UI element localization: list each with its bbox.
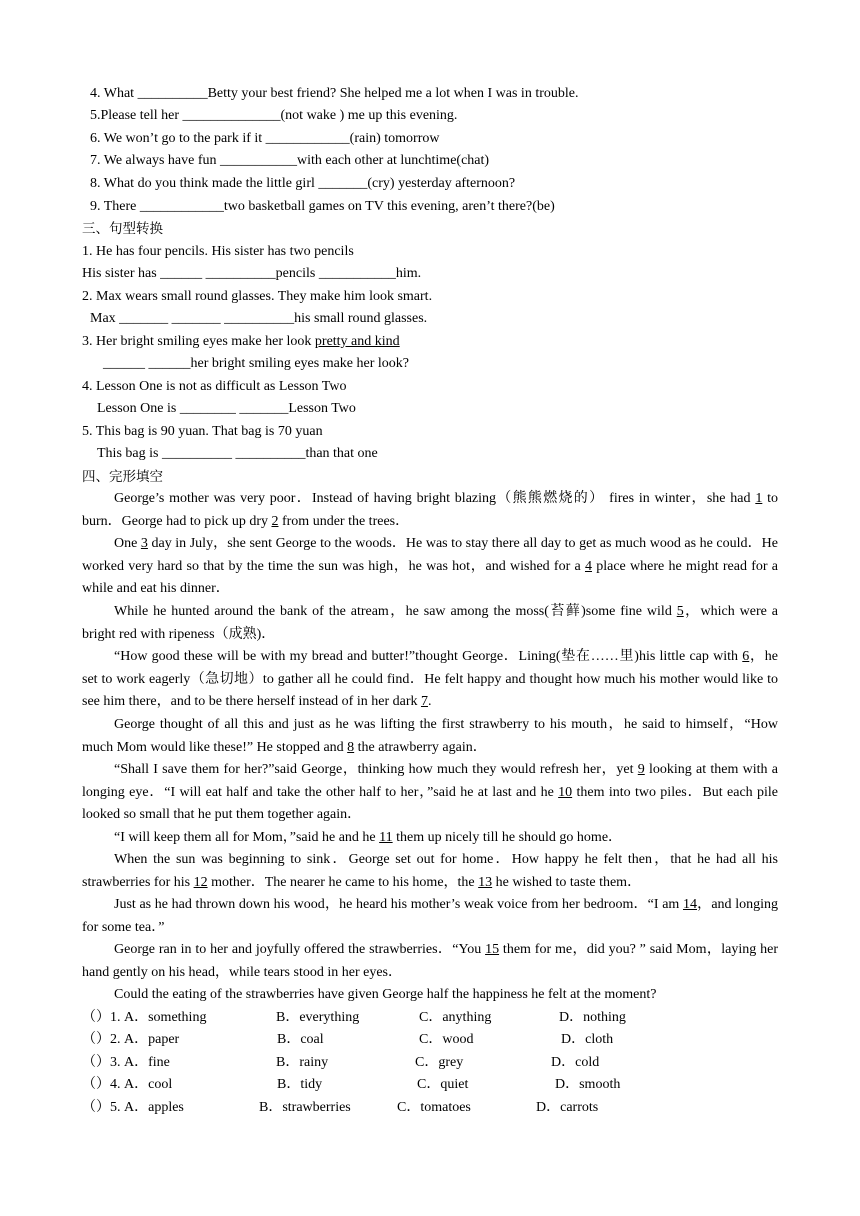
- transform-q5: 5. This bag is 90 yuan. That bag is 70 yuan: [82, 424, 323, 439]
- cloze-blank-5: 5: [676, 604, 684, 619]
- section-3-heading: 三、句型转换: [82, 221, 163, 237]
- cloze-paragraph-5: [82, 714, 778, 759]
- option-b-3[interactable]: B．rainy: [276, 1055, 329, 1070]
- cloze-text: looking at them with a longing eye．“I will eat half and take the other half to her，”said he at last and he: [82, 762, 779, 800]
- option-d-4[interactable]: D．smooth: [555, 1077, 621, 1092]
- cloze-blank-8: 8: [347, 739, 355, 755]
- cloze-text: ，and longing for some tea．”: [82, 897, 778, 935]
- cloze-text: ，he set to work eagerly（急切地）to gather all he could find．He felt happy and thought how much his mother would like to see him there，and to be there herself instead of in her dark: [82, 649, 778, 710]
- transform-q4: 4. Lesson One is not as difficult as Lesson Two: [82, 379, 347, 394]
- cloze-text: “I will keep them all for Mom，”said he and he: [114, 830, 380, 845]
- option-question-4[interactable]: （）4. A．cool: [82, 1077, 173, 1092]
- fill-in-item-8: 8. What do you think made the little girl _______(cry) yesterday afternoon?: [90, 176, 516, 191]
- cloze-text: them into two piles．But each pile looked so small that he put them together again．: [82, 784, 778, 823]
- cloze-paragraph-2: [82, 533, 778, 601]
- transform-q1-answer: His sister has ______ __________pencils ___________him.: [82, 266, 422, 281]
- cloze-text: George thought of all this and just as he was lifting the first strawberry to his mouth，he said to himself，“How much Mom would like these!” He stopped and: [82, 717, 778, 755]
- option-b-1[interactable]: B．everything: [276, 1010, 360, 1025]
- cloze-paragraph-3: [82, 601, 778, 646]
- fill-in-item-5: 5.Please tell her ______________(not wake ) me up this evening.: [90, 108, 458, 123]
- transform-q3-answer: ______ ______her bright smiling eyes make her look?: [103, 356, 409, 371]
- option-c-5[interactable]: C．tomatoes: [397, 1100, 471, 1115]
- cloze-blank-14: 14: [682, 897, 697, 912]
- option-row-5: [82, 1097, 782, 1119]
- option-d-5[interactable]: D．carrots: [536, 1100, 599, 1115]
- cloze-blank-1: 1: [755, 491, 763, 506]
- cloze-text: to burn．George had to pick up dry: [82, 491, 779, 529]
- option-c-2[interactable]: C．wood: [419, 1032, 474, 1047]
- transform-q3-underlined: pretty and kind: [314, 334, 400, 349]
- fill-in-item-6: 6. We won’t go to the park if it ____________(rain) tomorrow: [90, 131, 440, 146]
- cloze-paragraph-9: [82, 894, 778, 939]
- fill-in-item-9: 9. There ____________two basketball games on TV this evening, aren’t there?(be): [90, 199, 555, 214]
- cloze-blank-12: 12: [193, 874, 208, 890]
- cloze-blank-15: 15: [485, 942, 500, 957]
- cloze-blank-2: 2: [271, 513, 279, 529]
- transform-q4-answer: Lesson One is ________ _______Lesson Two: [97, 401, 356, 416]
- option-row-4: [82, 1074, 782, 1096]
- cloze-text: .: [427, 694, 432, 710]
- option-question-5[interactable]: （）5. A．apples: [82, 1100, 184, 1115]
- transform-q2-answer: Max _______ _______ __________his small round glasses.: [90, 311, 428, 326]
- option-question-1[interactable]: （）1. A．something: [82, 1010, 207, 1025]
- option-c-4[interactable]: C．quiet: [417, 1077, 469, 1092]
- cloze-paragraph-1: [82, 488, 778, 533]
- cloze-paragraph-4: [82, 646, 778, 714]
- cloze-text: While he hunted around the bank of the atream，he saw among the moss(苔藓)some fine wild: [114, 604, 677, 619]
- transform-q3-text: 3. Her bright smiling eyes make her look: [82, 334, 315, 349]
- cloze-blank-10: 10: [558, 784, 573, 800]
- cloze-text: the atrawberry again．: [354, 739, 487, 755]
- option-row-2: [82, 1029, 782, 1051]
- option-row-1: [82, 1007, 782, 1029]
- cloze-blank-4: 4: [584, 558, 592, 574]
- transform-q2: 2. Max wears small round glasses. They make him look smart.: [82, 289, 433, 304]
- option-b-5[interactable]: B．strawberries: [259, 1100, 351, 1115]
- cloze-text: day in July，she sent George to the woods．He was to stay there all day to get as much wood as he could．He worked very hard so that by the time the sun was high，he was hot，and wished for a: [82, 536, 778, 574]
- cloze-paragraph-6: [82, 759, 778, 827]
- cloze-text: he wished to taste them．: [492, 874, 642, 890]
- cloze-text: One: [114, 536, 141, 551]
- cloze-paragraph-10: [82, 939, 778, 984]
- fill-in-item-4: 4. What __________Betty your best friend? She helped me a lot when I was in trouble.: [90, 86, 579, 101]
- cloze-blank-7: 7: [420, 694, 428, 710]
- cloze-blank-6: 6: [742, 649, 750, 664]
- option-d-2[interactable]: D．cloth: [561, 1032, 614, 1047]
- cloze-text: “How good these will be with my bread and butter!”thought George．Lining(垫在……里)his little cap with: [114, 649, 743, 664]
- option-question-3[interactable]: （）3. A．fine: [82, 1055, 170, 1070]
- section-4-heading: 四、完形填空: [82, 469, 163, 485]
- transform-q3: [82, 331, 778, 353]
- transform-q5-answer: This bag is __________ __________than that one: [97, 446, 378, 461]
- option-b-2[interactable]: B．coal: [277, 1032, 324, 1047]
- cloze-text: from under the trees．: [278, 513, 410, 529]
- option-row-3: [82, 1052, 782, 1074]
- cloze-blank-11: 11: [379, 830, 393, 845]
- cloze-text: Just as he had thrown down his wood，he heard his mother’s weak voice from her bedroom．“I am: [114, 897, 683, 912]
- cloze-text: When the sun was beginning to sink．George set out for home．How happy he felt then，that he had all his strawberries for his: [82, 852, 778, 890]
- cloze-paragraph-11: Could the eating of the strawberries have given George half the happiness he felt at the moment?: [114, 987, 657, 1002]
- transform-q1: 1. He has four pencils. His sister has two pencils: [82, 244, 354, 259]
- cloze-text: place where he might read for a while and eat his dinner．: [82, 558, 778, 597]
- cloze-text: ，which were a bright red with ripeness（成熟)．: [82, 604, 778, 642]
- option-c-3[interactable]: C．grey: [415, 1055, 464, 1070]
- cloze-blank-3: 3: [140, 536, 148, 551]
- cloze-paragraph-8: [82, 849, 778, 894]
- cloze-text: them up nicely till he should go home．: [392, 830, 623, 845]
- cloze-text: them for me，did you? ” said Mom，laying her hand gently on his head，while tears stood in her eyes．: [82, 942, 778, 980]
- cloze-text: George’s mother was very poor．Instead of having bright blazing（熊熊燃烧的） fires in winter，she had: [114, 491, 756, 506]
- cloze-blank-13: 13: [478, 874, 493, 890]
- cloze-text: “Shall I save them for her?”said George，thinking how much they would refresh her，yet: [114, 762, 638, 777]
- option-c-1[interactable]: C．anything: [419, 1010, 492, 1025]
- fill-in-item-7: 7. We always have fun ___________with each other at lunchtime(chat): [90, 153, 490, 168]
- option-b-4[interactable]: B．tidy: [277, 1077, 323, 1092]
- cloze-paragraph-7: [82, 827, 778, 850]
- cloze-text: mother．The nearer he came to his home，the: [207, 874, 479, 890]
- cloze-blank-9: 9: [637, 762, 645, 777]
- cloze-text: George ran in to her and joyfully offered the strawberries．“You: [114, 942, 486, 957]
- option-d-3[interactable]: D．cold: [551, 1055, 600, 1070]
- option-question-2[interactable]: （）2. A．paper: [82, 1032, 180, 1047]
- option-d-1[interactable]: D．nothing: [559, 1010, 626, 1025]
